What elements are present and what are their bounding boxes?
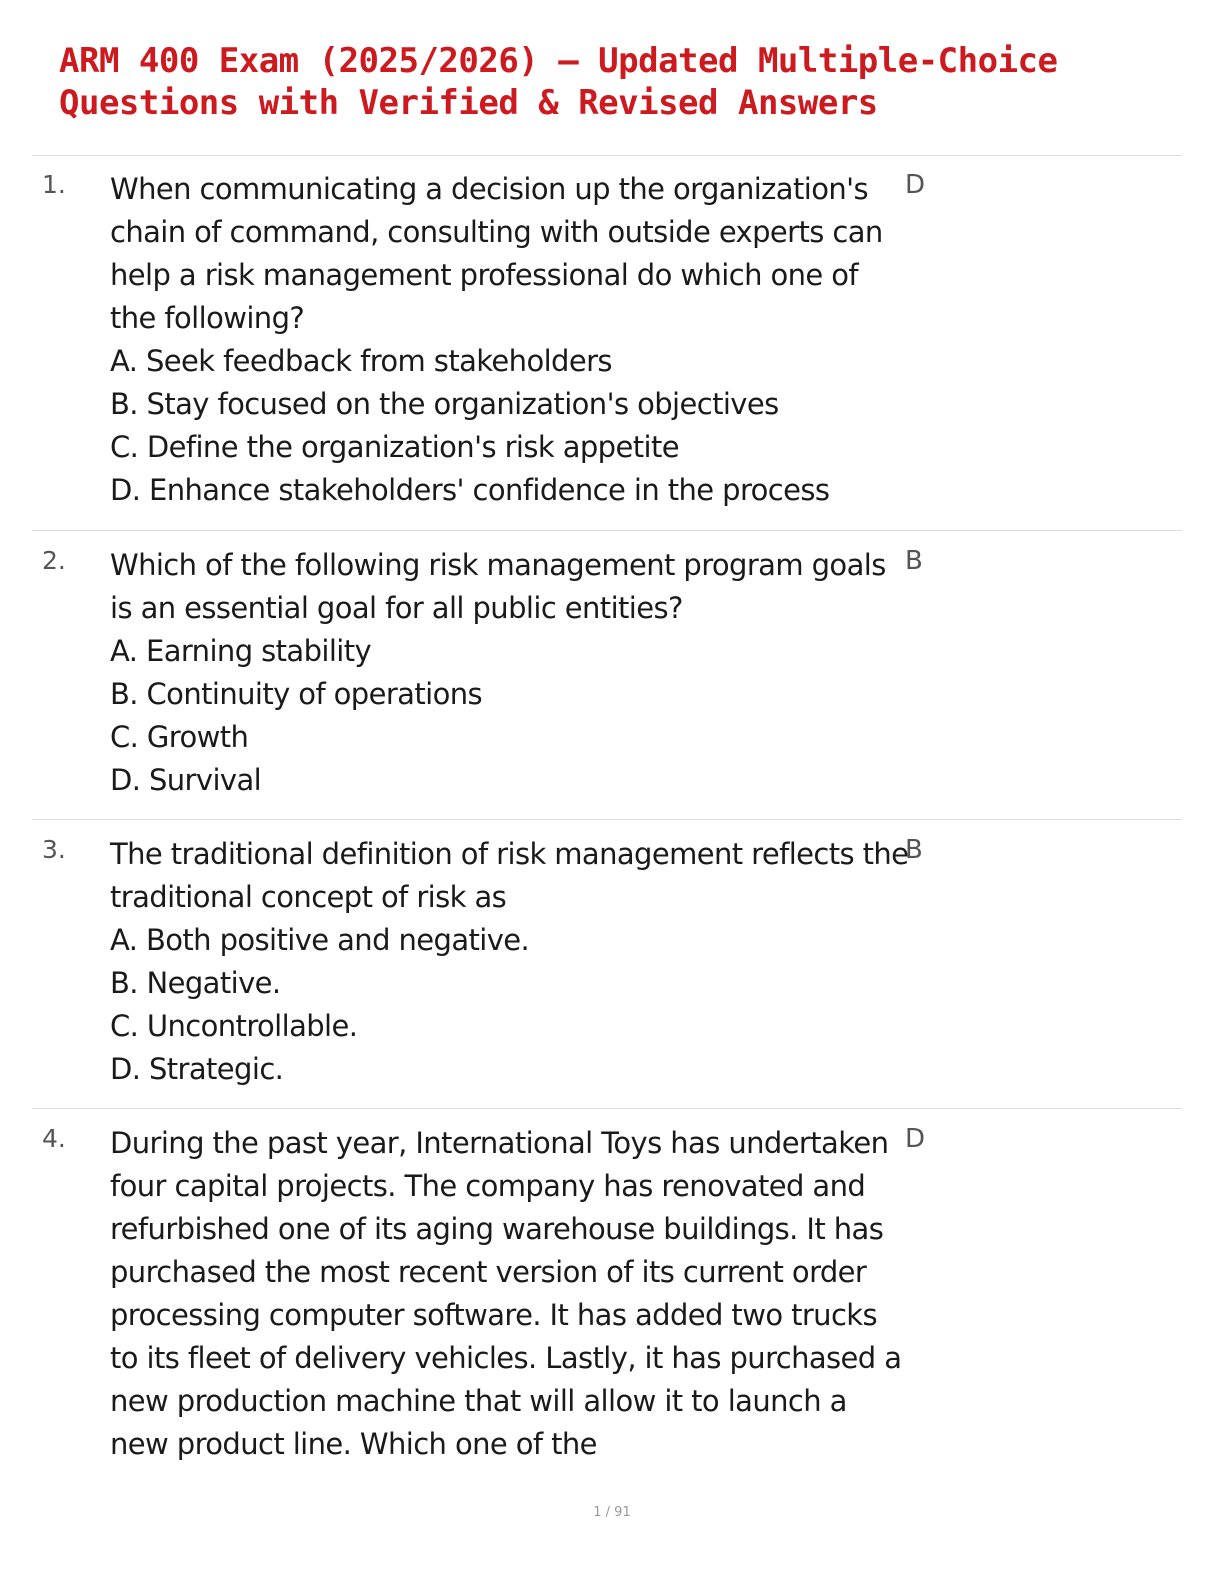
divider bbox=[32, 819, 1182, 820]
question-number: 2. bbox=[42, 546, 66, 575]
correct-answer: B bbox=[905, 546, 923, 576]
answer-option: D. Survival bbox=[110, 763, 262, 797]
page-indicator: 1 / 91 bbox=[593, 1505, 631, 1520]
answer-option: C. Define the organization's risk appetite bbox=[110, 430, 679, 464]
question-stem: The traditional definition of risk management reflects the traditional concept of risk as bbox=[110, 837, 909, 914]
answer-option: B. Continuity of operations bbox=[110, 677, 483, 711]
divider bbox=[32, 155, 1182, 156]
correct-answer: D bbox=[905, 170, 926, 200]
correct-answer: D bbox=[905, 1124, 926, 1154]
answer-option: A. Earning stability bbox=[110, 634, 372, 668]
question-stem: Which of the following risk management program goals is an essential goal for all public entities? bbox=[110, 548, 886, 625]
answer-option: D. Strategic. bbox=[110, 1052, 284, 1086]
question-number: 1. bbox=[42, 170, 66, 199]
document-title: ARM 400 Exam (2025/2026) – Updated Multiple-Choice Questions with Verified & Revised Answers bbox=[59, 41, 1058, 123]
divider bbox=[32, 530, 1182, 531]
answer-option: B. Negative. bbox=[110, 966, 281, 1000]
question-number: 4. bbox=[42, 1124, 66, 1153]
answer-option: A. Seek feedback from stakeholders bbox=[110, 344, 612, 378]
question-stem: When communicating a decision up the organization's chain of command, consulting with outside experts can help a risk management professional do which one of the following? bbox=[110, 172, 883, 335]
question-number: 3. bbox=[42, 835, 66, 864]
question-body bbox=[110, 833, 910, 1091]
question-body bbox=[110, 1122, 910, 1466]
question-body bbox=[110, 544, 910, 802]
answer-option: C. Growth bbox=[110, 720, 249, 754]
divider bbox=[32, 1108, 1182, 1109]
answer-option: A. Both positive and negative. bbox=[110, 923, 530, 957]
answer-option: B. Stay focused on the organization's objectives bbox=[110, 387, 779, 421]
answer-option: D. Enhance stakeholders' confidence in the process bbox=[110, 473, 830, 507]
correct-answer: B bbox=[905, 835, 923, 865]
question-stem: During the past year, International Toys has undertaken four capital projects. The company has renovated and refurbished one of its aging warehouse buildings. It has purchased the most recent version of its current order processing computer software. It has added two trucks to its fleet of delivery vehicles. Lastly, it has purchased a new production machine that will allow it to launch a new product line. Which one of the bbox=[110, 1126, 902, 1461]
question-body bbox=[110, 168, 910, 512]
answer-option: C. Uncontrollable. bbox=[110, 1009, 358, 1043]
